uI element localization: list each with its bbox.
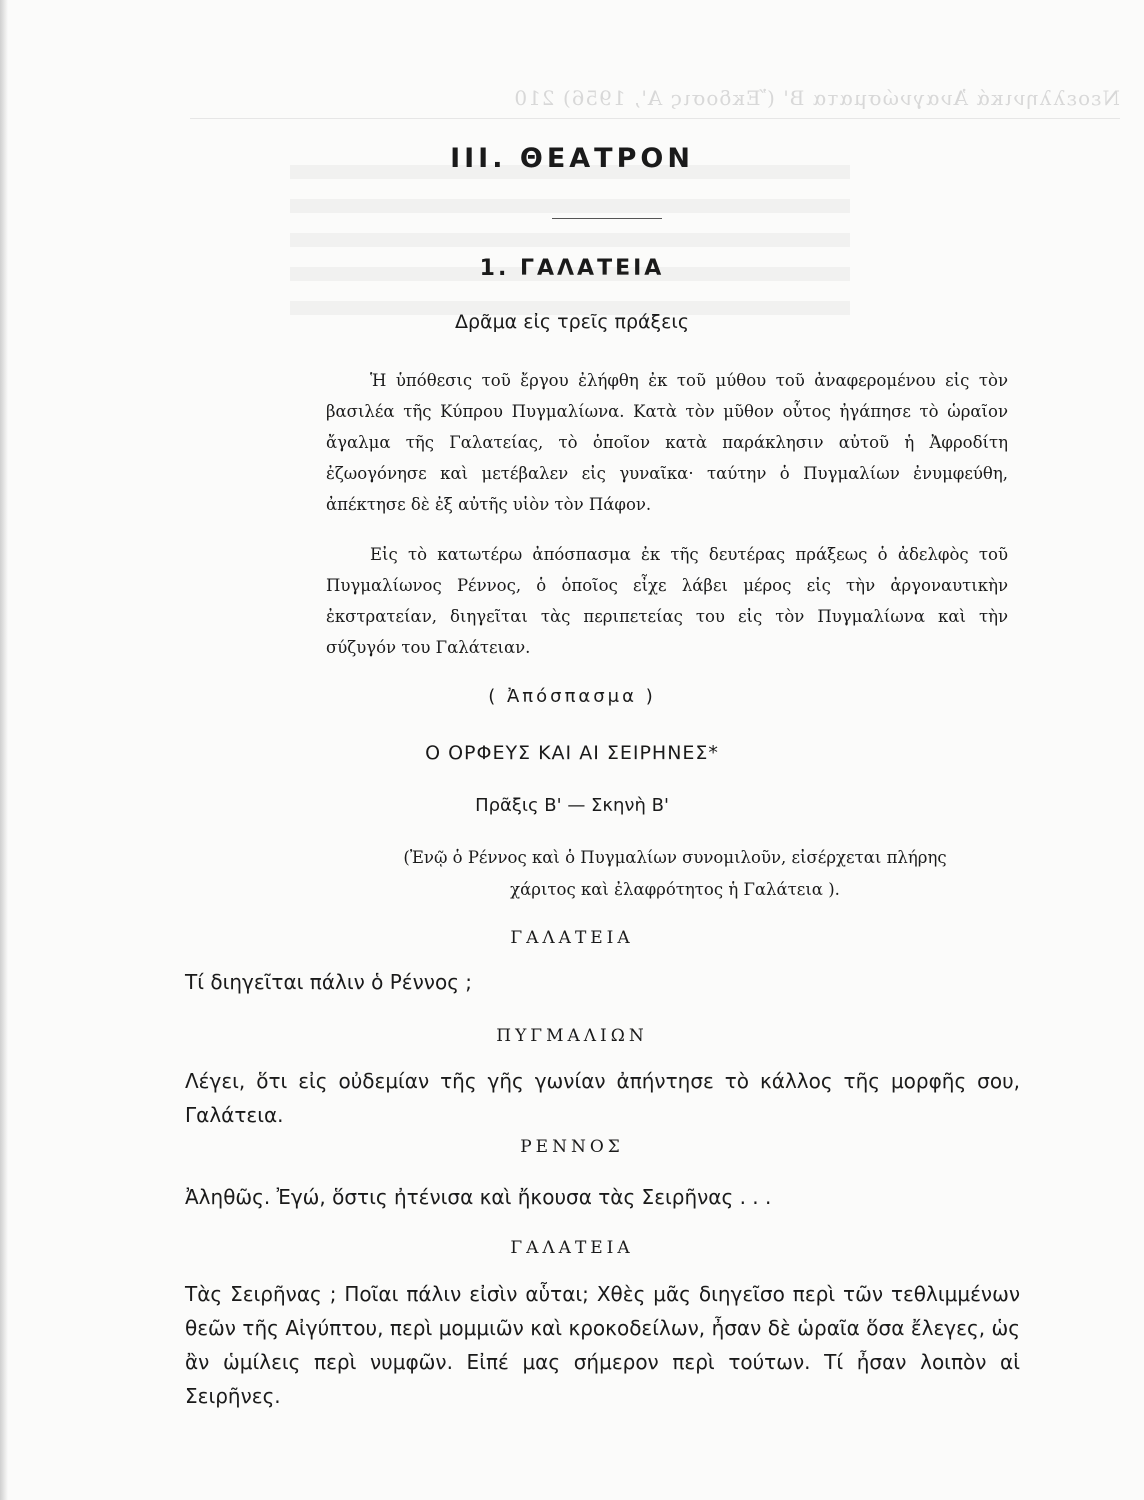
intro-paragraph-1: Ἡ ὑπόθεσις τοῦ ἔργου ἐλήφθη ἐκ τοῦ μύθου τοῦ ἀναφερομένου εἰς τὸν βασιλέα τῆς Κύπρου Πυγμαλίωνα. Κατὰ τὸν μῦθον οὗτος ἠγάπησε τὸ ὡραῖον ἄγαλμα τῆς Γαλατείας, τὸ ὁποῖον κατὰ παράκλησιν αὐτοῦ ἡ Ἀφροδίτη ἐζωογόνησε καὶ μετέβαλεν εἰς γυναῖκα· ταύτην ὁ Πυγμαλίων ἐνυμφεύθη, ἀπέκτησε δὲ ἐξ αὐτῆς υἱὸν τὸν Πάφον.: [326, 371, 1008, 514]
section-title: ΙΙΙ. ΘΕΑΤΡΟΝ: [450, 143, 694, 174]
act-scene-label: Πρᾶξις Β' — Σκηνὴ Β': [475, 795, 669, 816]
dialogue-line: Ἀληθῶς. Ἐγώ, ὅστις ἠτένισα καὶ ἤκουσα τὰς Σειρῆνας . . .: [185, 1185, 772, 1209]
speaker-name: ΓΑΛΑΤΕΙΑ: [510, 928, 634, 948]
bleed-through-header: Νεοελληνικά Ἀναγνώσματα Β' (Ἔκδοσις Α', 1956) 210: [513, 86, 1120, 110]
speaker-name: ΓΑΛΑΤΕΙΑ: [510, 1238, 634, 1258]
dialogue-line: Τί διηγεῖται πάλιν ὁ Ρέννος ;: [185, 970, 473, 994]
intro-paragraph-2: Εἰς τὸ κατωτέρω ἀπόσπασμα ἐκ τῆς δευτέρας πράξεως ὁ ἀδελφὸς τοῦ Πυγμαλίωνος Ρέννος, ὁ ὁποῖος εἶχε λάβει μέρος εἰς τὴν ἀργοναυτικὴν ἐκστρατείαν, διηγεῖται τὰς περιπετείας του εἰς τὸν Πυγμαλίωνα καὶ τὴν σύζυγόν του Γαλάτειαν.: [326, 545, 1008, 657]
stage-direction: (Ἐνῷ ὁ Ρέννος καὶ ὁ Πυγμαλίων συνομιλοῦν, εἰσέρχεται πλήρης χάριτος καὶ ἐλαφρότητος ἡ Γαλάτεια ).: [403, 848, 947, 899]
dialogue-line: Λέγει, ὅτι εἰς οὐδεμίαν τῆς γῆς γωνίαν ἀπήντησε τὸ κάλλος τῆς μορφῆς σου, Γαλάτεια.: [185, 1069, 1020, 1127]
play-title: 1. ΓΑΛΑΤΕΙΑ: [479, 256, 665, 281]
speaker-name: ΠΥΓΜΑΛΙΩΝ: [496, 1026, 648, 1046]
title-divider: [552, 218, 662, 219]
excerpt-label: ( Ἀπόσπασμα ): [488, 686, 656, 707]
bleed-through-rule: [190, 118, 1120, 119]
play-subtitle: Δρᾶμα εἰς τρεῖς πράξεις: [455, 311, 689, 333]
bleed-through-text-block: [290, 165, 850, 325]
dialogue-line: Τὰς Σειρῆνας ; Ποῖαι πάλιν εἰσὶν αὗται; Χθὲς μᾶς διηγεῖσο περὶ τῶν τεθλιμμένων θεῶν τῆς Αἰγύπτου, περὶ μομμιῶν καὶ κροκοδείλων, ἦσαν δὲ ὡραῖα ὅσα ἔλεγες, ὡς ἂν ὡμίλεις περὶ νυμφῶν. Εἰπέ μας σήμερον περὶ τούτων. Τί ἦσαν λοιπὸν αἱ Σειρῆνες.: [185, 1282, 1020, 1408]
speaker-name: ΡΕΝΝΟΣ: [520, 1137, 624, 1157]
scene-title: Ο ΟΡΦΕΥΣ ΚΑΙ ΑΙ ΣΕΙΡΗΝΕΣ*: [425, 742, 719, 764]
